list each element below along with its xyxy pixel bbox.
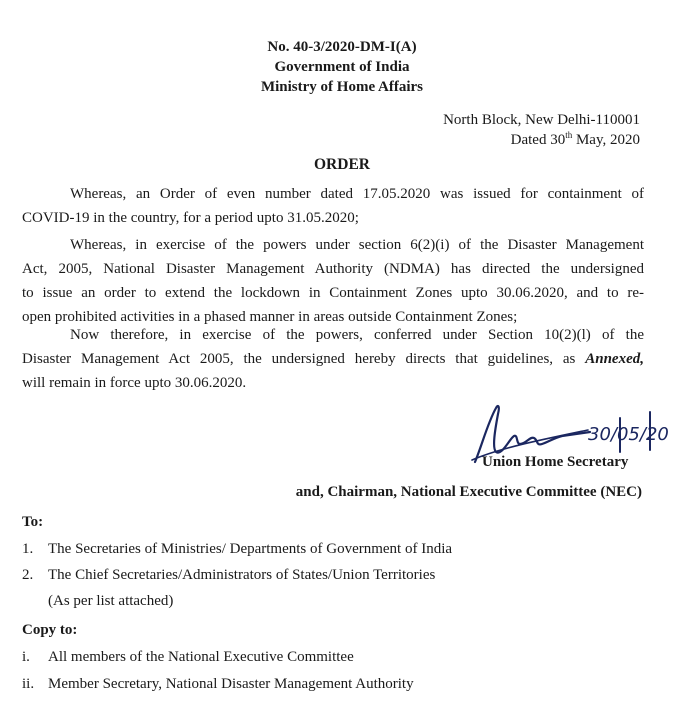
copy-to-label: Copy to: bbox=[22, 622, 78, 638]
copy-item: ii. Member Secretary, National Disaster Management Authority bbox=[22, 676, 414, 692]
handwritten-date: 30/05/20 bbox=[588, 424, 669, 445]
recipient-note: (As per list attached) bbox=[48, 593, 174, 609]
paragraph-3: Now therefore, in exercise of the powers, conferred under Section 10(2)(l) of the Disaster Management Act 2005, the undersigned hereby directs that guidelines, as Annexed, will remain in force upto 30.06.2020. bbox=[22, 327, 644, 391]
government-name: Government of India bbox=[274, 59, 410, 75]
recipient-item: 2. The Chief Secretaries/Administrators of States/Union Territories bbox=[22, 567, 436, 583]
paragraph-2: Whereas, in exercise of the powers under section 6(2)(i) of the Disaster Management Act, 2005, National Disaster Management Authority (NDMA) has directed the undersigned to issue an order to extend the lockdown in Containment Zones upto 30.06.2020, and to re- open prohibited activities in a phased manner in areas outside Containment Zones; bbox=[22, 237, 644, 325]
order-title: ORDER bbox=[314, 156, 370, 173]
recipient-item: 1. The Secretaries of Ministries/ Departments of Government of India bbox=[22, 541, 453, 557]
copy-item: i. All members of the National Executive Committee bbox=[22, 649, 354, 665]
office-address: North Block, New Delhi-110001 bbox=[443, 112, 640, 128]
reference-number: No. 40-3/2020-DM-I(A) bbox=[267, 39, 417, 55]
order-date: Dated 30th May, 2020 bbox=[510, 130, 640, 148]
ministry-name: Ministry of Home Affairs bbox=[260, 79, 424, 95]
to-label: To: bbox=[22, 514, 44, 530]
signatory-title: and, Chairman, National Executive Committee (NEC) bbox=[295, 484, 642, 500]
paragraph-1: Whereas, an Order of even number dated 17.05.2020 was issued for containment of COVID-19 in the country, for a period upto 31.05.2020; bbox=[22, 186, 644, 226]
signatory-name: Union Home Secretary bbox=[482, 454, 629, 470]
annexed-emphasis: Annexed, bbox=[585, 351, 644, 367]
